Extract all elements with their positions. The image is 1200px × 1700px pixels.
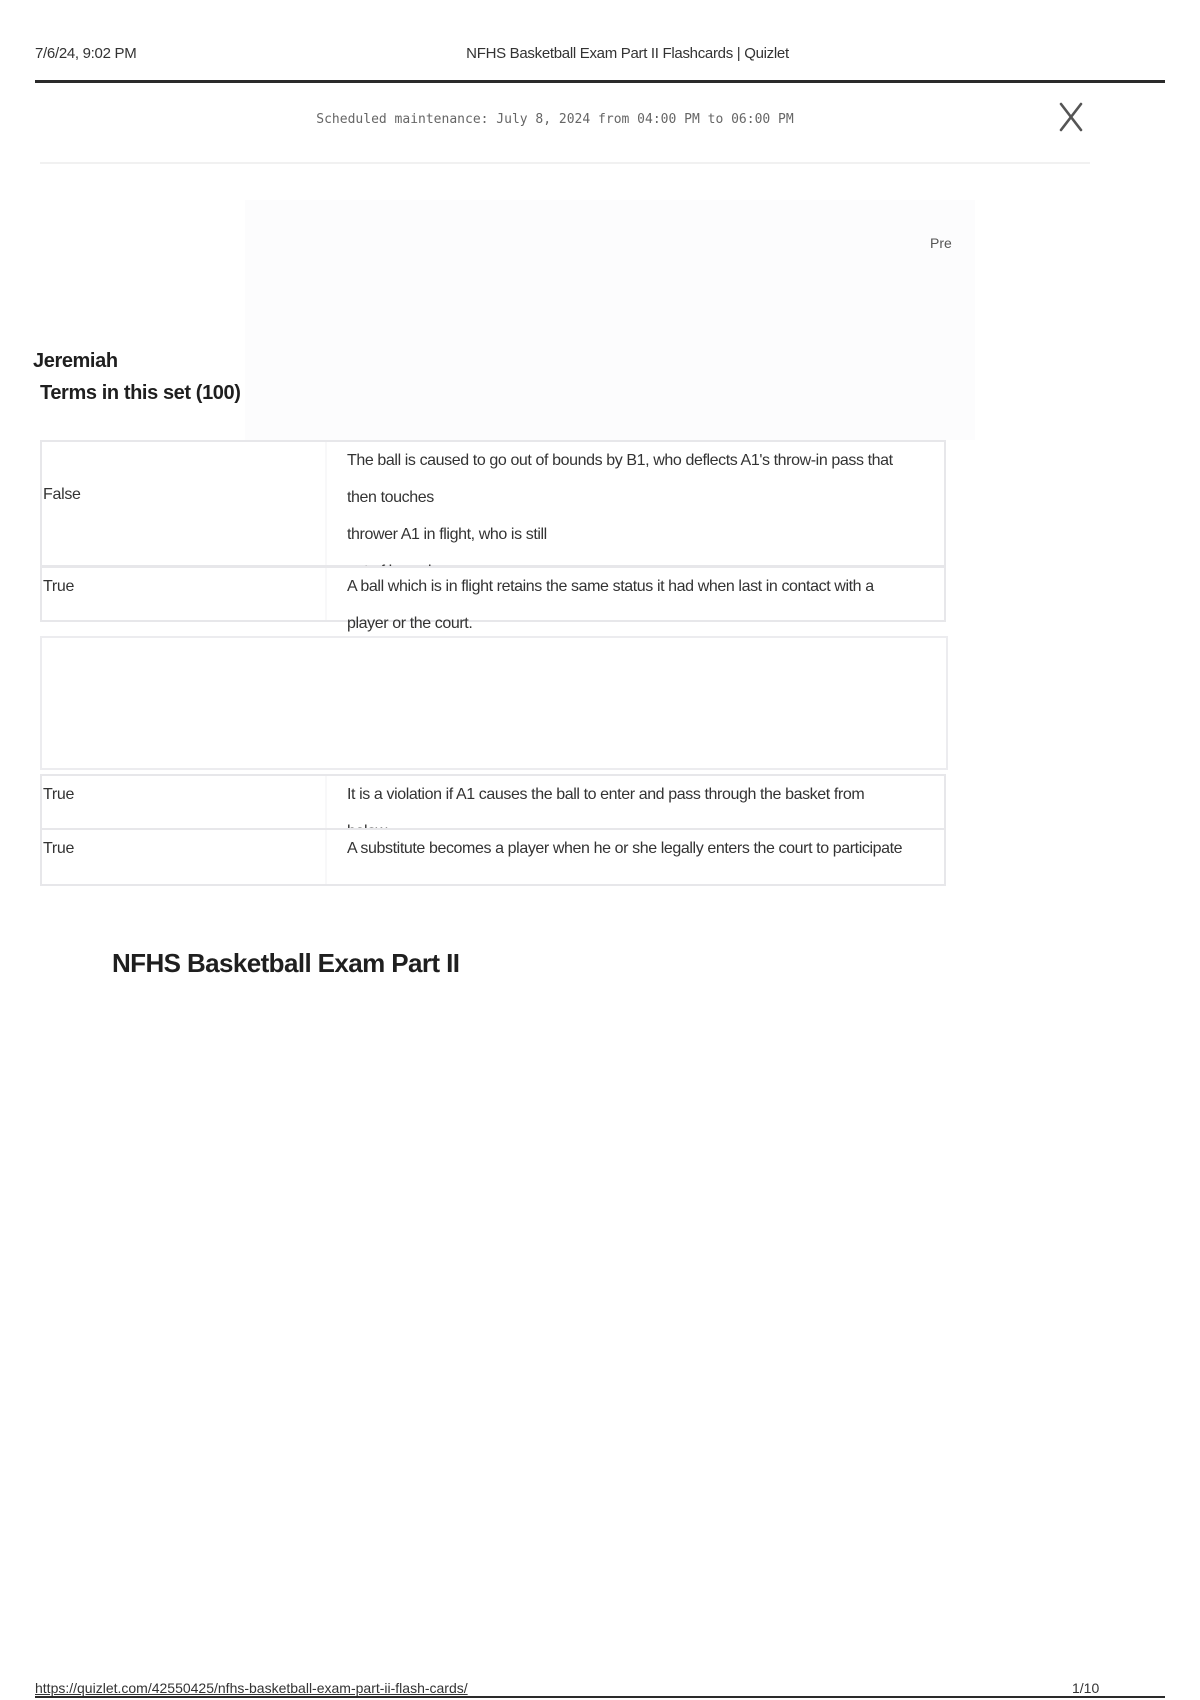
print-page-number: 1/10 (1072, 1680, 1100, 1696)
flashcard-row[interactable] (40, 774, 946, 830)
card-term: False (43, 486, 81, 503)
card-term: True (43, 840, 75, 857)
card-definition (347, 830, 907, 867)
header-divider (35, 80, 1165, 83)
terms-heading: Terms in this set (100) (40, 382, 241, 404)
card-definition-line: thrower A1 in flight, who is still (347, 526, 547, 543)
card-term: True (43, 578, 75, 595)
author-name[interactable]: Jeremiah (33, 350, 118, 372)
print-date: 7/6/24, 9:02 PM (35, 45, 137, 62)
card-term: True (43, 786, 75, 803)
flashcard-row[interactable] (40, 440, 946, 567)
empty-card-placeholder (40, 636, 948, 770)
footer-divider (35, 1696, 1165, 1698)
card-column-divider (325, 442, 327, 565)
card-definition-line: A ball which is in flight retains the same status it had when last in contact with a player or the court. (347, 578, 874, 632)
card-definition-line: A substitute becomes a player when he or she legally enters the court to participate (347, 840, 903, 857)
print-footer-url[interactable]: https://quizlet.com/42550425/nfhs-basketball-exam-part-ii-flash-cards/ (35, 1680, 468, 1696)
card-column-divider (325, 830, 327, 884)
set-title: NFHS Basketball Exam Part II (112, 948, 460, 978)
card-definition-line: It is a violation if A1 causes the ball to enter and pass through the basket from (347, 786, 865, 803)
preview-label: Pre (930, 235, 952, 251)
print-page-title: NFHS Basketball Exam Part II Flashcards | Quizlet (466, 45, 789, 62)
flashcard-row[interactable] (40, 566, 946, 632)
close-x-icon[interactable] (1058, 102, 1084, 132)
maintenance-banner (40, 92, 1090, 164)
flashcard-row[interactable] (40, 828, 946, 886)
card-column-divider (325, 568, 327, 620)
card-definition (347, 568, 907, 642)
card-definition-line: The ball is caused to go out of bounds by B1, who deflects A1's throw-in pass that then touches (347, 452, 893, 506)
maintenance-banner-text: Scheduled maintenance: July 8, 2024 from 04:00 PM to 06:00 PM (316, 112, 794, 127)
faded-preview-panel (245, 200, 975, 440)
card-column-divider (325, 776, 327, 828)
